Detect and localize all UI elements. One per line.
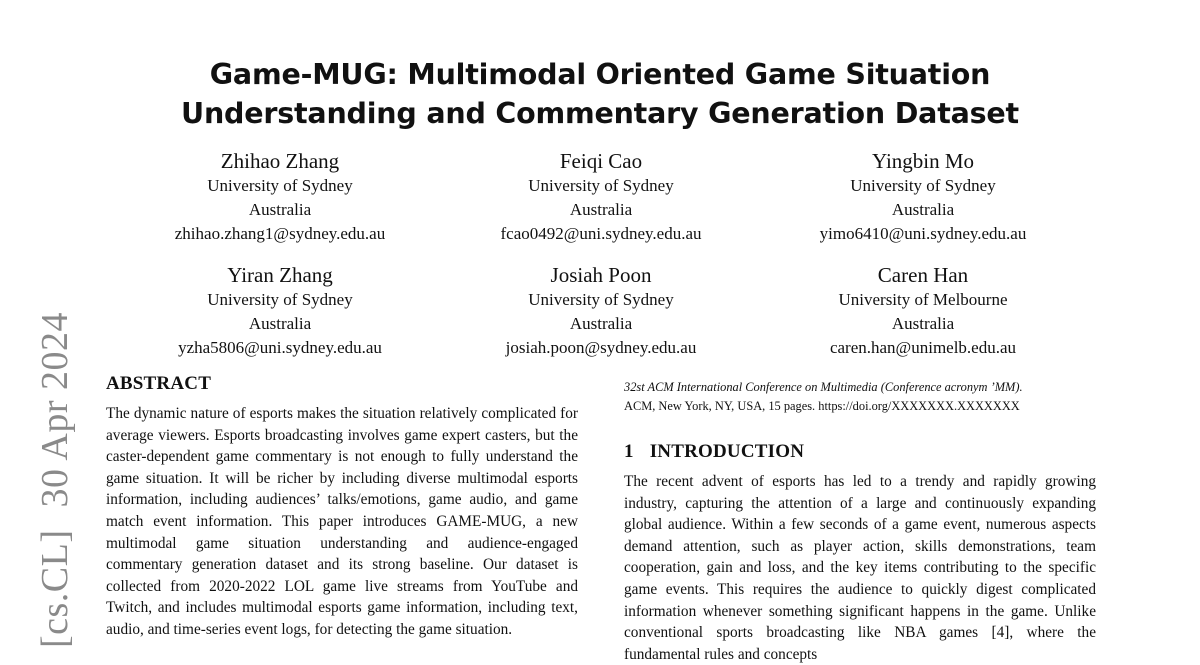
section-title: INTRODUCTION <box>649 441 805 462</box>
paper-title-line-2: Understanding and Commentary Generation Dataset <box>181 97 1019 130</box>
author-name: Josiah Poon <box>550 263 652 287</box>
author-affiliation: University of Sydney <box>850 176 996 195</box>
arxiv-date: 30 Apr 2024 <box>34 311 76 508</box>
author-email[interactable]: yimo6410@uni.sydney.edu.au <box>819 223 1027 243</box>
introduction-body <box>624 471 1096 665</box>
author-country: Australia <box>891 199 955 219</box>
author-email[interactable]: josiah.poon@sydney.edu.au <box>505 337 697 357</box>
paper-title <box>0 55 1200 133</box>
author-country: Australia <box>569 199 633 219</box>
author-name: Feiqi Cao <box>559 149 643 173</box>
author-email[interactable]: zhihao.zhang1@sydney.edu.au <box>174 223 386 243</box>
section-number: 1 <box>624 441 634 462</box>
author-country: Australia <box>569 313 633 333</box>
author-name: Yiran Zhang <box>227 263 333 287</box>
introduction-heading <box>624 441 804 463</box>
author-email[interactable]: fcao0492@uni.sydney.edu.au <box>500 223 702 243</box>
author-country: Australia <box>248 199 312 219</box>
author-block-6 <box>753 263 1093 359</box>
author-affiliation: University of Sydney <box>207 176 353 195</box>
author-name: Yingbin Mo <box>871 149 975 173</box>
author-affiliation: University of Melbourne <box>838 290 1008 309</box>
author-country: Australia <box>891 313 955 333</box>
author-block-5 <box>431 263 771 359</box>
introduction-text: The recent advent of esports has led to a trendy and rapidly growing industry, capturing the attention of a large and continuously expanding global audience. Within a few seconds of a game event, numerous aspects demand attention, such as player action, skills demonstrations, team cooperation, gain and loss, and the key items contributing to the specific game events. This requires the audience to quickly digest complicated information whenever something significant happens in the game. Unlike conventional sports broadcasting like NBA games [4], where the fundamental rules and concepts <box>624 473 1096 663</box>
reference-venue: 32st ACM International Conference on Multimedia (Conference acronym ’MM). <box>624 380 1023 394</box>
abstract-heading: ABSTRACT <box>106 373 212 394</box>
author-name: Zhihao Zhang <box>220 149 340 173</box>
author-email[interactable]: yzha5806@uni.sydney.edu.au <box>178 337 382 357</box>
author-email[interactable]: caren.han@unimelb.edu.au <box>829 337 1017 357</box>
author-affiliation: University of Sydney <box>528 176 674 195</box>
paper-title-line-1: Game-MUG: Multimodal Oriented Game Situation <box>209 58 991 91</box>
abstract-text: The dynamic nature of esports makes the situation relatively complicated for average viewers. Esports broadcasting involves game expert casters, but the caster-dependent game commentary is not enough to fully understand the game situation. It will be richer by including diverse multimodal esports information, including audiences’ talks/emotions, game audio, and game match event information. This paper introduces GAME-MUG, a new multimodal game situation understanding and audience-engaged commentary generation dataset and its strong baseline. Our dataset is collected from 2020-2022 LOL game live streams from YouTube and Twitch, and includes multimodal esports game information, including text, audio, and time-series event logs, for detecting the game situation. <box>106 405 578 638</box>
abstract-body <box>106 403 578 641</box>
author-block-2 <box>431 149 771 245</box>
arxiv-category: [cs.CL] <box>34 529 76 649</box>
author-country: Australia <box>248 313 312 333</box>
reference-details: ACM, New York, NY, USA, 15 pages. https://doi.org/XXXXXXX.XXXXXXX <box>624 399 1020 413</box>
arxiv-watermark <box>33 312 77 648</box>
author-block-1 <box>110 149 450 245</box>
author-block-4 <box>110 263 450 359</box>
author-name: Caren Han <box>877 263 969 287</box>
author-affiliation: University of Sydney <box>528 290 674 309</box>
author-affiliation: University of Sydney <box>207 290 353 309</box>
author-block-3 <box>753 149 1093 245</box>
acm-reference <box>624 378 1099 416</box>
